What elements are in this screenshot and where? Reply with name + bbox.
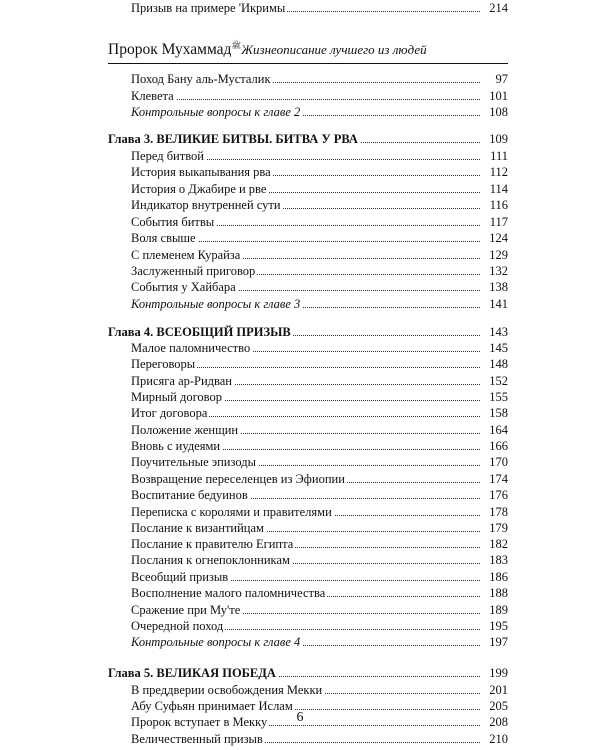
review-questions-entry	[131, 296, 508, 312]
toc-entry	[131, 389, 508, 405]
entry-title: Индикатор внутренней сути	[131, 198, 281, 212]
entry-title: Воля свыше	[131, 231, 196, 245]
entry-title: Глава 4. ВСЕОБЩИЙ ПРИЗЫВ	[108, 325, 291, 339]
toc-entry	[131, 71, 508, 87]
entry-page: 199	[480, 665, 508, 681]
entry-title: Клевета	[131, 89, 174, 103]
entry-page: 117	[480, 214, 508, 230]
entry-title: Мирный договор	[131, 390, 222, 404]
entry-title: Вновь с иудеями	[131, 439, 221, 453]
toc-entry	[131, 552, 508, 568]
entry-title: Восполнение малого паломничества	[131, 586, 326, 600]
entry-page: 170	[480, 454, 508, 470]
entry-title: Всеобщий призыв	[131, 570, 229, 584]
entry-page: 195	[480, 618, 508, 634]
entry-page: 112	[480, 164, 508, 180]
leader-dots	[131, 99, 480, 100]
entry-page: 152	[480, 373, 508, 389]
entry-page: 148	[480, 356, 508, 372]
toc-entry	[131, 164, 508, 180]
chapter-heading	[108, 131, 508, 147]
toc-entry	[131, 247, 508, 263]
entry-page: 205	[480, 698, 508, 714]
entry-page: 143	[480, 324, 508, 340]
entry-title: Заслуженный приговор	[131, 264, 256, 278]
entry-page: 188	[480, 585, 508, 601]
entry-page: 109	[480, 131, 508, 147]
entry-title: Поход Бану аль-Мусталик	[131, 72, 271, 86]
entry-page: 186	[480, 569, 508, 585]
entry-title: Пророк вступает в Мекку	[131, 715, 268, 729]
toc-entry	[131, 438, 508, 454]
entry-title: Глава 3. ВЕЛИКИЕ БИТВЫ. БИТВА У РВА	[108, 132, 358, 146]
entry-title: События битвы	[131, 215, 215, 229]
chapter-heading	[108, 324, 508, 340]
entry-title: События у Хайбара	[131, 280, 236, 294]
entry-title: Контрольные вопросы к главе 4	[131, 635, 301, 649]
entry-title: Послание к византийцам	[131, 521, 264, 535]
entry-title: Присяга ар-Ридван	[131, 374, 233, 388]
entry-page: 111	[480, 148, 508, 164]
toc-entry	[131, 422, 508, 438]
entry-page: 114	[480, 181, 508, 197]
entry-page: 132	[480, 263, 508, 279]
entry-title: Абу Суфьян принимает Ислам	[131, 699, 293, 713]
entry-title: Контрольные вопросы к главе 2	[131, 105, 301, 119]
entry-page: 101	[480, 88, 508, 104]
entry-title: Итог договора	[131, 406, 208, 420]
chapter-heading	[108, 665, 508, 681]
toc-entry	[131, 618, 508, 634]
entry-title: Переговоры	[131, 357, 196, 371]
entry-title: Сражение при Му'те	[131, 603, 241, 617]
entry-title: С племенем Курайза	[131, 248, 241, 262]
entry-title: Поучительные эпизоды	[131, 455, 256, 469]
toc-entry	[131, 471, 508, 487]
entry-title: История выкапывания рва	[131, 165, 271, 179]
entry-title: Переписка с королями и правителями	[131, 505, 332, 519]
entry-title: История о Джабире и рве	[131, 182, 267, 196]
toc-entry	[131, 569, 508, 585]
entry-page: 197	[480, 634, 508, 650]
toc-entry	[131, 520, 508, 536]
entry-title: Контрольные вопросы к главе 3	[131, 297, 301, 311]
entry-title: Глава 5. ВЕЛИКАЯ ПОБЕДА	[108, 666, 276, 680]
book-title: Пророк Мухаммад	[108, 41, 232, 58]
toc-entry	[131, 340, 508, 356]
entry-title: Призыв на примере 'Икримы	[131, 1, 286, 15]
entry-page: 208	[480, 714, 508, 730]
toc-entry	[131, 585, 508, 601]
toc-entry	[131, 536, 508, 552]
toc-entry	[131, 405, 508, 421]
toc-entry	[131, 181, 508, 197]
entry-page: 179	[480, 520, 508, 536]
entry-page: 183	[480, 552, 508, 568]
entry-page: 166	[480, 438, 508, 454]
entry-title: Очередной поход	[131, 619, 224, 633]
entry-page: 176	[480, 487, 508, 503]
review-questions-entry	[131, 634, 508, 650]
entry-title: Послания к огнепоклонникам	[131, 553, 290, 567]
entry-title: Положение женщин	[131, 423, 239, 437]
entry-page: 155	[480, 389, 508, 405]
entry-page: 178	[480, 504, 508, 520]
toc-entry	[131, 88, 508, 104]
review-questions-entry	[131, 104, 508, 120]
entry-title: Воспитание бедуинов	[131, 488, 248, 502]
entry-page: 164	[480, 422, 508, 438]
entry-page: 158	[480, 405, 508, 421]
entry-page: 145	[480, 340, 508, 356]
toc-entry	[131, 230, 508, 246]
toc-entry	[131, 373, 508, 389]
toc-entry	[131, 602, 508, 618]
toc-entry	[131, 504, 508, 520]
toc-entry	[131, 279, 508, 295]
toc-entry	[131, 731, 508, 747]
entry-page: 189	[480, 602, 508, 618]
entry-page: 182	[480, 536, 508, 552]
toc-entry	[131, 356, 508, 372]
entry-page: 124	[480, 230, 508, 246]
page-number: 6	[296, 710, 304, 725]
toc-entry	[131, 214, 508, 230]
entry-page: 116	[480, 197, 508, 213]
entry-page: 141	[480, 296, 508, 312]
toc-entry	[131, 682, 508, 698]
toc-entry	[131, 487, 508, 503]
entry-page: 97	[480, 71, 508, 87]
entry-title: В преддверии освобождения Мекки	[131, 683, 323, 697]
entry-page: 210	[480, 731, 508, 747]
book-subtitle: Жизнеописание лучшего из людей	[241, 42, 427, 57]
entry-title: Послание к правителю Египта	[131, 537, 294, 551]
entry-page: 201	[480, 682, 508, 698]
entry-page: 138	[480, 279, 508, 295]
toc-entry	[131, 454, 508, 470]
honorific-mark: ﷺ	[231, 41, 242, 50]
entry-page: 214	[480, 0, 508, 16]
entry-page: 108	[480, 104, 508, 120]
toc-entry	[131, 0, 508, 16]
toc-entry	[131, 263, 508, 279]
toc-entry	[131, 197, 508, 213]
toc-entry	[131, 148, 508, 164]
entry-title: Возвращение переселенцев из Эфиопии	[131, 472, 345, 486]
entry-title: Перед битвой	[131, 149, 204, 163]
entry-page: 129	[480, 247, 508, 263]
entry-title: Величественный призыв	[131, 732, 263, 746]
entry-page: 174	[480, 471, 508, 487]
entry-title: Малое паломничество	[131, 341, 251, 355]
